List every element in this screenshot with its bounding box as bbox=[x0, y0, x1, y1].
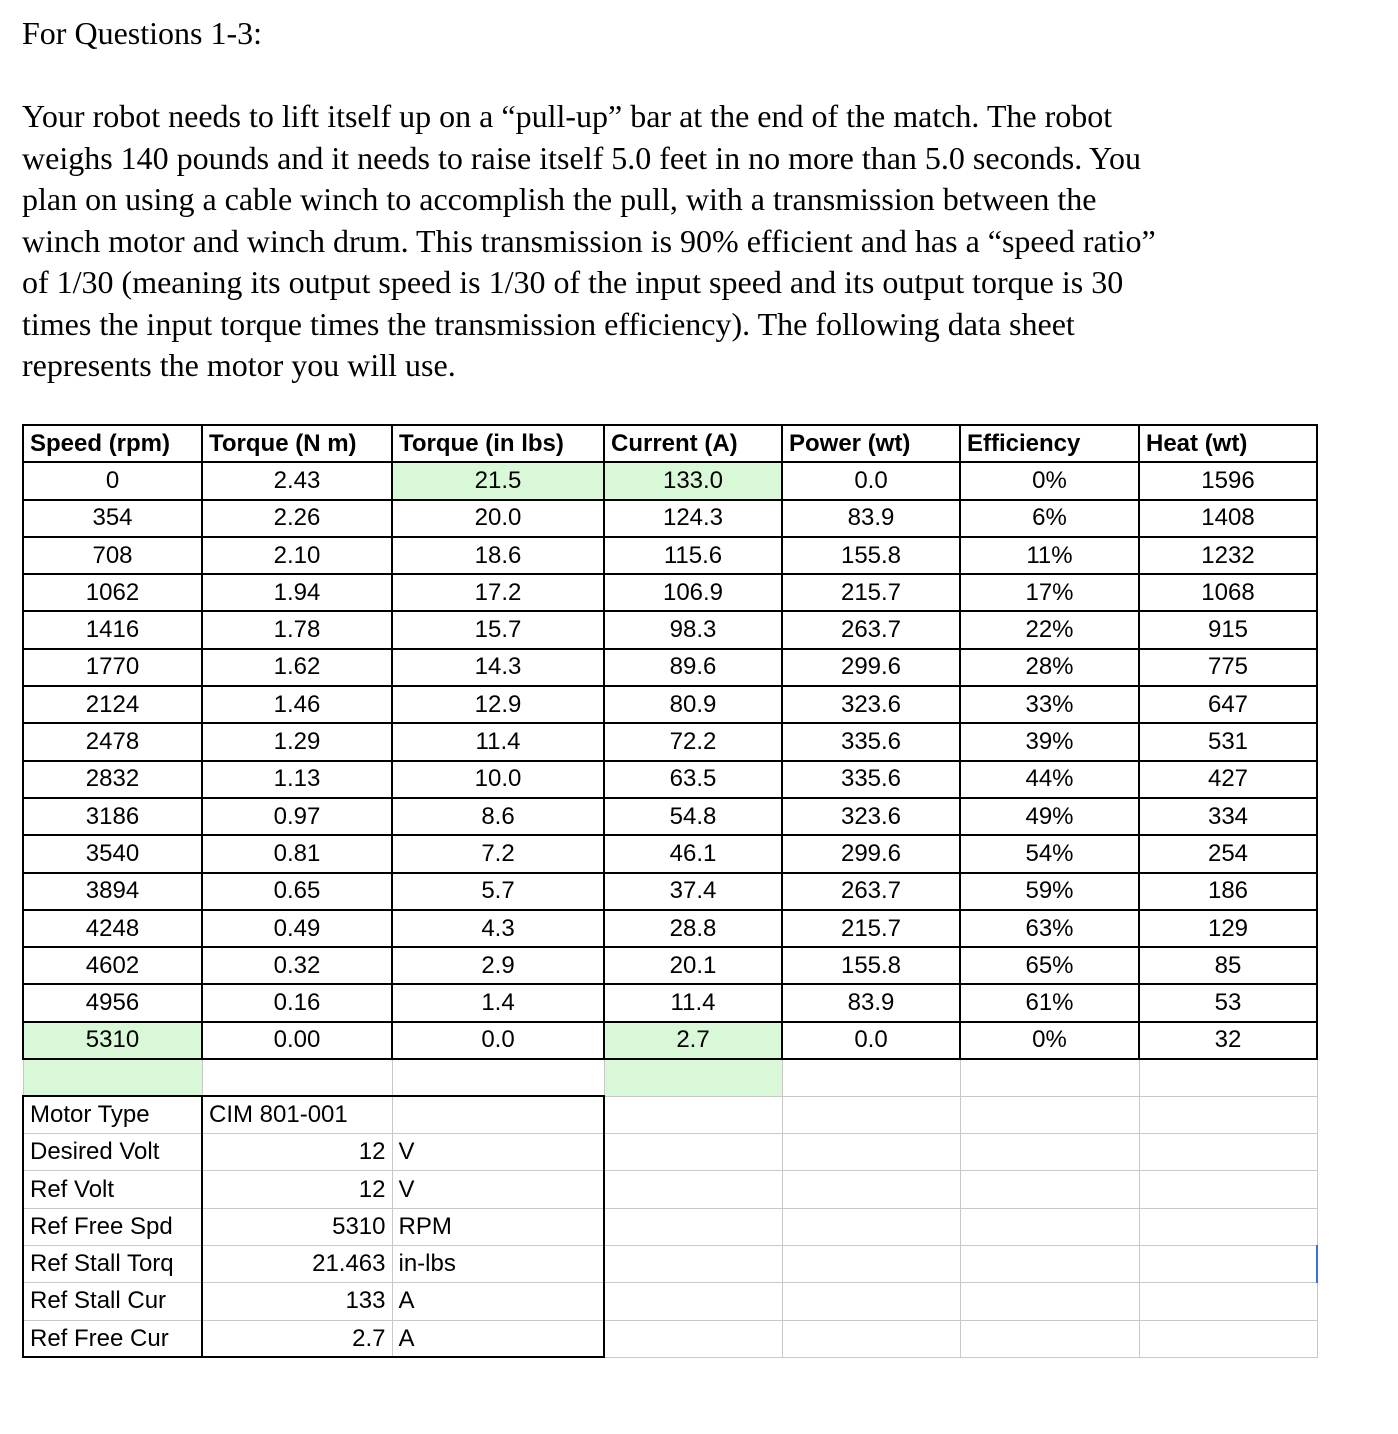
param-value: 21.463 bbox=[202, 1246, 392, 1283]
table-cell: 4956 bbox=[23, 984, 202, 1021]
data-row bbox=[23, 462, 1317, 499]
empty-cell bbox=[782, 1246, 960, 1283]
table-cell: 915 bbox=[1139, 611, 1317, 648]
table-cell: 427 bbox=[1139, 761, 1317, 798]
param-value: 12 bbox=[202, 1134, 392, 1171]
table-cell: 72.2 bbox=[604, 723, 782, 760]
table-cell: 83.9 bbox=[782, 984, 960, 1021]
empty-cell bbox=[782, 1283, 960, 1320]
table-cell: 1.46 bbox=[202, 686, 392, 723]
table-cell: 133.0 bbox=[604, 462, 782, 499]
table-cell: 0.00 bbox=[202, 1022, 392, 1059]
table-cell: 263.7 bbox=[782, 873, 960, 910]
table-cell: 155.8 bbox=[782, 537, 960, 574]
col-header-efficiency: Efficiency bbox=[960, 425, 1139, 462]
empty-cell bbox=[604, 1208, 782, 1245]
param-label: Motor Type bbox=[23, 1096, 202, 1133]
empty-cell bbox=[960, 1283, 1139, 1320]
table-cell: 3894 bbox=[23, 873, 202, 910]
table-cell: 85 bbox=[1139, 947, 1317, 984]
table-cell: 21.5 bbox=[392, 462, 604, 499]
problem-line: times the input torque times the transmission efficiency). The following data sheet bbox=[22, 305, 1075, 342]
empty-cell bbox=[604, 1171, 782, 1208]
table-cell: 63% bbox=[960, 910, 1139, 947]
table-cell: 8.6 bbox=[392, 798, 604, 835]
empty-cell bbox=[392, 1059, 604, 1096]
empty-cell bbox=[392, 1096, 604, 1133]
param-unit: V bbox=[392, 1171, 604, 1208]
empty-cell bbox=[960, 1096, 1139, 1133]
empty-cell bbox=[23, 1059, 202, 1096]
param-unit: in-lbs bbox=[392, 1246, 604, 1283]
table-cell: 0.0 bbox=[782, 462, 960, 499]
table-cell: 106.9 bbox=[604, 574, 782, 611]
table-cell: 1770 bbox=[23, 649, 202, 686]
table-cell: 186 bbox=[1139, 873, 1317, 910]
empty-cell bbox=[1139, 1171, 1317, 1208]
table-cell: 61% bbox=[960, 984, 1139, 1021]
table-cell: 11.4 bbox=[604, 984, 782, 1021]
empty-cell bbox=[782, 1096, 960, 1133]
data-row bbox=[23, 798, 1317, 835]
table-cell: 17% bbox=[960, 574, 1139, 611]
col-header-heat: Heat (wt) bbox=[1139, 425, 1317, 462]
table-cell: 1.94 bbox=[202, 574, 392, 611]
problem-line: represents the motor you will use. bbox=[22, 347, 456, 383]
table-cell: 12.9 bbox=[392, 686, 604, 723]
table-cell: 2.10 bbox=[202, 537, 392, 574]
data-row bbox=[23, 910, 1317, 947]
table-cell: 18.6 bbox=[392, 537, 604, 574]
empty-cell bbox=[782, 1171, 960, 1208]
empty-cell bbox=[960, 1246, 1139, 1283]
data-table-body bbox=[23, 425, 1317, 1059]
param-label: Ref Stall Cur bbox=[23, 1283, 202, 1320]
empty-cell bbox=[604, 1096, 782, 1133]
table-cell: 20.1 bbox=[604, 947, 782, 984]
table-cell: 2.26 bbox=[202, 500, 392, 537]
param-unit: A bbox=[392, 1283, 604, 1320]
table-cell: 215.7 bbox=[782, 574, 960, 611]
empty-cell bbox=[1139, 1283, 1317, 1320]
table-cell: 3186 bbox=[23, 798, 202, 835]
table-cell: 335.6 bbox=[782, 723, 960, 760]
table-cell: 2.7 bbox=[604, 1022, 782, 1059]
data-row bbox=[23, 723, 1317, 760]
table-cell: 11% bbox=[960, 537, 1139, 574]
table-cell: 3540 bbox=[23, 835, 202, 872]
col-header-speed: Speed (rpm) bbox=[23, 425, 202, 462]
table-cell: 63.5 bbox=[604, 761, 782, 798]
table-cell: 0.0 bbox=[392, 1022, 604, 1059]
table-cell: 115.6 bbox=[604, 537, 782, 574]
col-header-torque-nm: Torque (N m) bbox=[202, 425, 392, 462]
empty-cell bbox=[960, 1134, 1139, 1171]
param-label: Ref Free Spd bbox=[23, 1208, 202, 1245]
table-cell: 4248 bbox=[23, 910, 202, 947]
data-row bbox=[23, 611, 1317, 648]
table-cell: 708 bbox=[23, 537, 202, 574]
table-cell: 0 bbox=[23, 462, 202, 499]
empty-cell bbox=[782, 1208, 960, 1245]
table-cell: 54.8 bbox=[604, 798, 782, 835]
col-header-current: Current (A) bbox=[604, 425, 782, 462]
table-cell: 98.3 bbox=[604, 611, 782, 648]
table-cell: 32 bbox=[1139, 1022, 1317, 1059]
empty-cell bbox=[604, 1059, 782, 1096]
data-row bbox=[23, 947, 1317, 984]
table-cell: 323.6 bbox=[782, 686, 960, 723]
table-cell: 1.4 bbox=[392, 984, 604, 1021]
table-cell: 37.4 bbox=[604, 873, 782, 910]
param-value: 2.7 bbox=[202, 1320, 392, 1357]
data-row bbox=[23, 835, 1317, 872]
param-row-ref-volt bbox=[23, 1171, 1317, 1208]
empty-cell bbox=[960, 1171, 1139, 1208]
empty-cell bbox=[782, 1134, 960, 1171]
table-cell: 299.6 bbox=[782, 835, 960, 872]
data-row bbox=[23, 873, 1317, 910]
header-row bbox=[23, 425, 1317, 462]
table-cell: 647 bbox=[1139, 686, 1317, 723]
empty-cell bbox=[782, 1320, 960, 1357]
param-row-ref-free-cur bbox=[23, 1320, 1317, 1357]
table-cell: 46.1 bbox=[604, 835, 782, 872]
empty-cell bbox=[604, 1283, 782, 1320]
table-cell: 22% bbox=[960, 611, 1139, 648]
table-cell: 28.8 bbox=[604, 910, 782, 947]
empty-cell bbox=[1139, 1096, 1317, 1133]
table-cell: 0% bbox=[960, 462, 1139, 499]
problem-line: weighs 140 pounds and it needs to raise itself 5.0 feet in no more than 5.0 seconds. You bbox=[22, 139, 1141, 176]
table-cell: 1068 bbox=[1139, 574, 1317, 611]
param-row-ref-free-spd bbox=[23, 1208, 1317, 1245]
table-cell: 33% bbox=[960, 686, 1139, 723]
empty-cell bbox=[604, 1246, 782, 1283]
table-cell: 44% bbox=[960, 761, 1139, 798]
param-row-ref-stall-cur bbox=[23, 1283, 1317, 1320]
empty-cell bbox=[1139, 1320, 1317, 1357]
problem-line: winch motor and winch drum. This transmission is 90% efficient and has a “speed ratio” bbox=[22, 222, 1156, 259]
table-cell: 2478 bbox=[23, 723, 202, 760]
empty-cell bbox=[960, 1320, 1139, 1357]
empty-cell bbox=[604, 1134, 782, 1171]
table-cell: 59% bbox=[960, 873, 1139, 910]
table-cell: 323.6 bbox=[782, 798, 960, 835]
table-cell: 0.65 bbox=[202, 873, 392, 910]
motor-data-sheet bbox=[22, 424, 1318, 1358]
param-value: 5310 bbox=[202, 1208, 392, 1245]
table-cell: 1232 bbox=[1139, 537, 1317, 574]
table-cell: 1.13 bbox=[202, 761, 392, 798]
table-cell: 2.9 bbox=[392, 947, 604, 984]
table-cell: 53 bbox=[1139, 984, 1317, 1021]
empty-cell bbox=[960, 1208, 1139, 1245]
param-label: Ref Free Cur bbox=[23, 1320, 202, 1357]
table-cell: 0.0 bbox=[782, 1022, 960, 1059]
table-cell: 20.0 bbox=[392, 500, 604, 537]
table-cell: 28% bbox=[960, 649, 1139, 686]
data-row bbox=[23, 686, 1317, 723]
empty-cell bbox=[604, 1320, 782, 1357]
data-row bbox=[23, 649, 1317, 686]
param-label: Ref Stall Torq bbox=[23, 1246, 202, 1283]
problem-line: Your robot needs to lift itself up on a “pull-up” bar at the end of the match. The robot bbox=[22, 98, 1113, 134]
table-cell: 15.7 bbox=[392, 611, 604, 648]
table-cell: 354 bbox=[23, 500, 202, 537]
table-cell: 80.9 bbox=[604, 686, 782, 723]
table-cell: 129 bbox=[1139, 910, 1317, 947]
param-row-desired-volt bbox=[23, 1134, 1317, 1171]
table-cell: 0% bbox=[960, 1022, 1139, 1059]
param-label: Desired Volt bbox=[23, 1134, 202, 1171]
section-heading: For Questions 1-3: bbox=[22, 15, 262, 51]
data-row bbox=[23, 500, 1317, 537]
table-cell: 2.43 bbox=[202, 462, 392, 499]
empty-cell bbox=[1139, 1059, 1317, 1096]
table-cell: 263.7 bbox=[782, 611, 960, 648]
empty-cell bbox=[782, 1059, 960, 1096]
table-cell: 83.9 bbox=[782, 500, 960, 537]
param-row-ref-stall-torq bbox=[23, 1246, 1317, 1283]
table-cell: 49% bbox=[960, 798, 1139, 835]
table-cell: 1.78 bbox=[202, 611, 392, 648]
table-cell: 1062 bbox=[23, 574, 202, 611]
table-cell: 89.6 bbox=[604, 649, 782, 686]
table-cell: 2124 bbox=[23, 686, 202, 723]
selected-cell-edge[interactable] bbox=[1139, 1246, 1317, 1283]
table-cell: 7.2 bbox=[392, 835, 604, 872]
table-cell: 335.6 bbox=[782, 761, 960, 798]
param-unit: V bbox=[392, 1134, 604, 1171]
table-cell: 5310 bbox=[23, 1022, 202, 1059]
empty-cell bbox=[1139, 1208, 1317, 1245]
table-cell: 65% bbox=[960, 947, 1139, 984]
param-unit: RPM bbox=[392, 1208, 604, 1245]
problem-line: plan on using a cable winch to accomplish the pull, with a transmission between the bbox=[22, 181, 1097, 217]
param-value-motor-type: CIM 801-001 bbox=[202, 1096, 392, 1133]
table-cell: 0.16 bbox=[202, 984, 392, 1021]
table-cell: 0.49 bbox=[202, 910, 392, 947]
param-value: 133 bbox=[202, 1283, 392, 1320]
problem-line: of 1/30 (meaning its output speed is 1/30 of the input speed and its output torque is 30 bbox=[22, 264, 1124, 300]
empty-cell bbox=[960, 1059, 1139, 1096]
data-row bbox=[23, 537, 1317, 574]
table-cell: 1408 bbox=[1139, 500, 1317, 537]
table-cell: 4602 bbox=[23, 947, 202, 984]
table-cell: 334 bbox=[1139, 798, 1317, 835]
table-cell: 775 bbox=[1139, 649, 1317, 686]
data-row bbox=[23, 761, 1317, 798]
table-cell: 2832 bbox=[23, 761, 202, 798]
param-row-motor-type bbox=[23, 1096, 1317, 1133]
table-cell: 14.3 bbox=[392, 649, 604, 686]
table-cell: 54% bbox=[960, 835, 1139, 872]
empty-cell bbox=[202, 1059, 392, 1096]
spacer-row bbox=[23, 1059, 1317, 1096]
motor-parameters bbox=[23, 1059, 1317, 1357]
param-label: Ref Volt bbox=[23, 1171, 202, 1208]
data-row bbox=[23, 574, 1317, 611]
table-cell: 5.7 bbox=[392, 873, 604, 910]
table-cell: 6% bbox=[960, 500, 1139, 537]
table-cell: 531 bbox=[1139, 723, 1317, 760]
table-cell: 155.8 bbox=[782, 947, 960, 984]
col-header-torque-inlbs: Torque (in lbs) bbox=[392, 425, 604, 462]
table-cell: 299.6 bbox=[782, 649, 960, 686]
table-cell: 0.81 bbox=[202, 835, 392, 872]
param-unit: A bbox=[392, 1320, 604, 1357]
table-cell: 254 bbox=[1139, 835, 1317, 872]
table-cell: 1416 bbox=[23, 611, 202, 648]
table-cell: 39% bbox=[960, 723, 1139, 760]
table-cell: 4.3 bbox=[392, 910, 604, 947]
table-cell: 11.4 bbox=[392, 723, 604, 760]
param-value: 12 bbox=[202, 1171, 392, 1208]
table-cell: 215.7 bbox=[782, 910, 960, 947]
table-cell: 1596 bbox=[1139, 462, 1317, 499]
table-cell: 124.3 bbox=[604, 500, 782, 537]
table-cell: 1.62 bbox=[202, 649, 392, 686]
table-cell: 17.2 bbox=[392, 574, 604, 611]
problem-statement bbox=[22, 96, 1372, 387]
table-cell: 1.29 bbox=[202, 723, 392, 760]
table-cell: 0.97 bbox=[202, 798, 392, 835]
data-row bbox=[23, 984, 1317, 1021]
empty-cell bbox=[1139, 1134, 1317, 1171]
table-cell: 0.32 bbox=[202, 947, 392, 984]
table-cell: 10.0 bbox=[392, 761, 604, 798]
data-row bbox=[23, 1022, 1317, 1059]
col-header-power: Power (wt) bbox=[782, 425, 960, 462]
